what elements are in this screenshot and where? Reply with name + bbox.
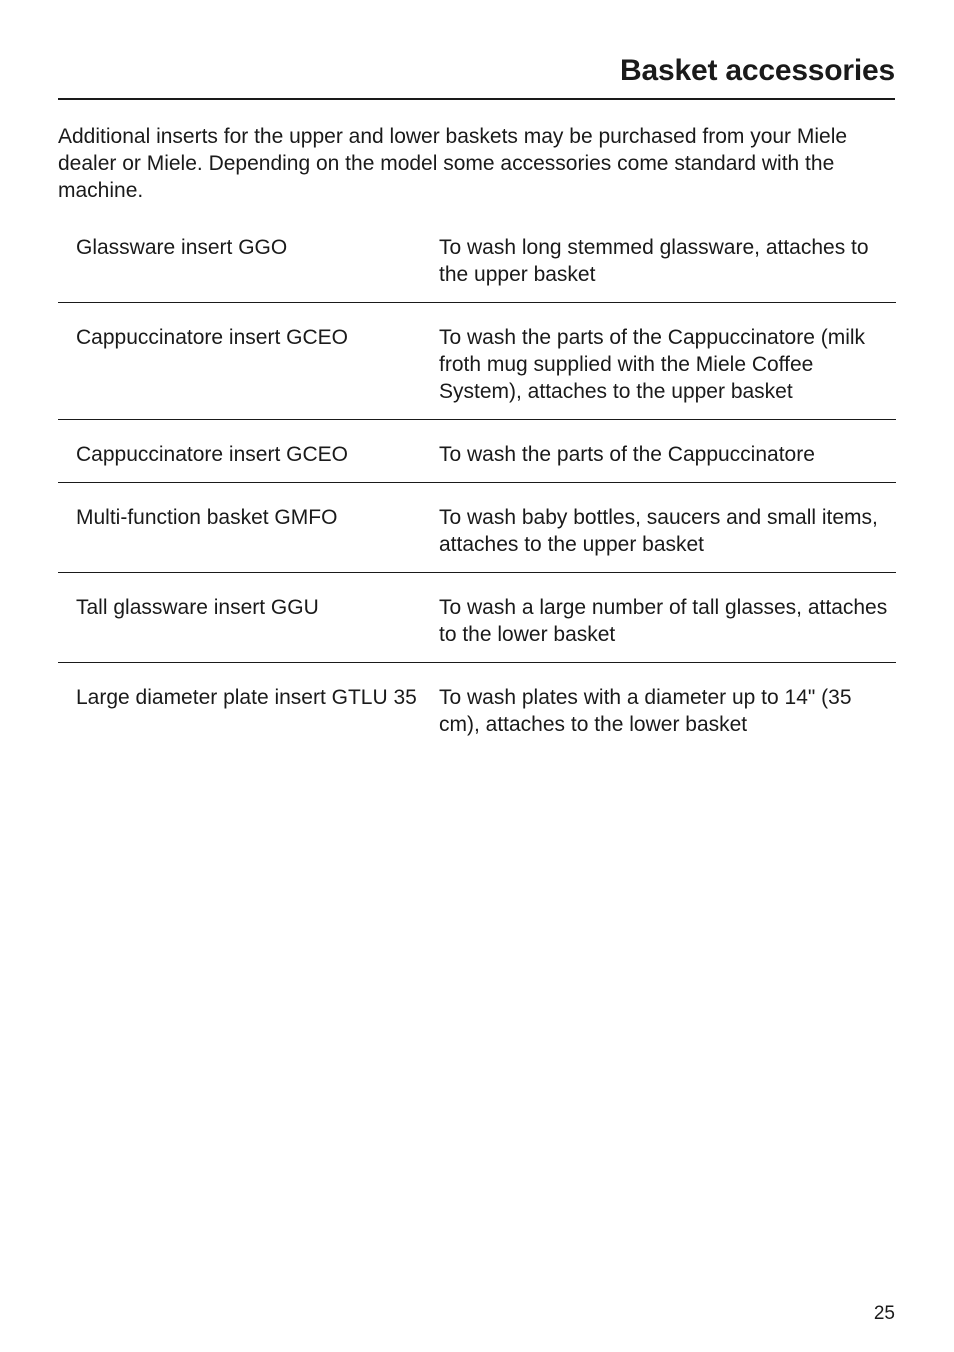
accessory-row-cappuccinatore-insert-short [58,420,896,483]
accessory-name: Multi-function basket GMFO [76,506,338,529]
accessory-description: To wash plates with a diameter up to 14" (35 cm), attaches to the lower basket [439,686,852,736]
accessory-name: Large diameter plate insert GTLU 35 [76,686,417,709]
title-divider [58,98,895,100]
intro-paragraph: Additional inserts for the upper and lower baskets may be purchased from your Miele dealer or Miele. Depending on the model some accessories come standard with the machine. [58,125,848,202]
accessory-row-large-plate-insert [58,663,896,752]
accessory-row-cappuccinatore-insert [58,303,896,420]
accessory-description: To wash baby bottles, saucers and small items, attaches to the upper basket [439,506,878,556]
accessory-description: To wash the parts of the Cappuccinatore [439,443,815,466]
accessory-description: To wash the parts of the Cappuccinatore (milk froth mug supplied with the Miele Coffee System), attaches to the upper basket [439,326,866,403]
page-number: 25 [873,1303,895,1324]
accessory-name: Tall glassware insert GGU [76,596,319,619]
accessory-row-glassware-insert [58,231,896,303]
accessory-row-tall-glassware-insert [58,573,896,663]
accessory-row-multi-function-basket [58,483,896,573]
accessory-description: To wash a large number of tall glasses, attaches to the lower basket [439,596,888,646]
accessory-description: To wash long stemmed glassware, attaches to the upper basket [439,236,869,286]
page-title: Basket accessories [620,54,895,87]
accessory-name: Glassware insert GGO [76,236,288,259]
accessory-name: Cappuccinatore insert GCEO [76,443,348,466]
accessory-name: Cappuccinatore insert GCEO [76,326,348,349]
accessories-table [58,231,896,752]
